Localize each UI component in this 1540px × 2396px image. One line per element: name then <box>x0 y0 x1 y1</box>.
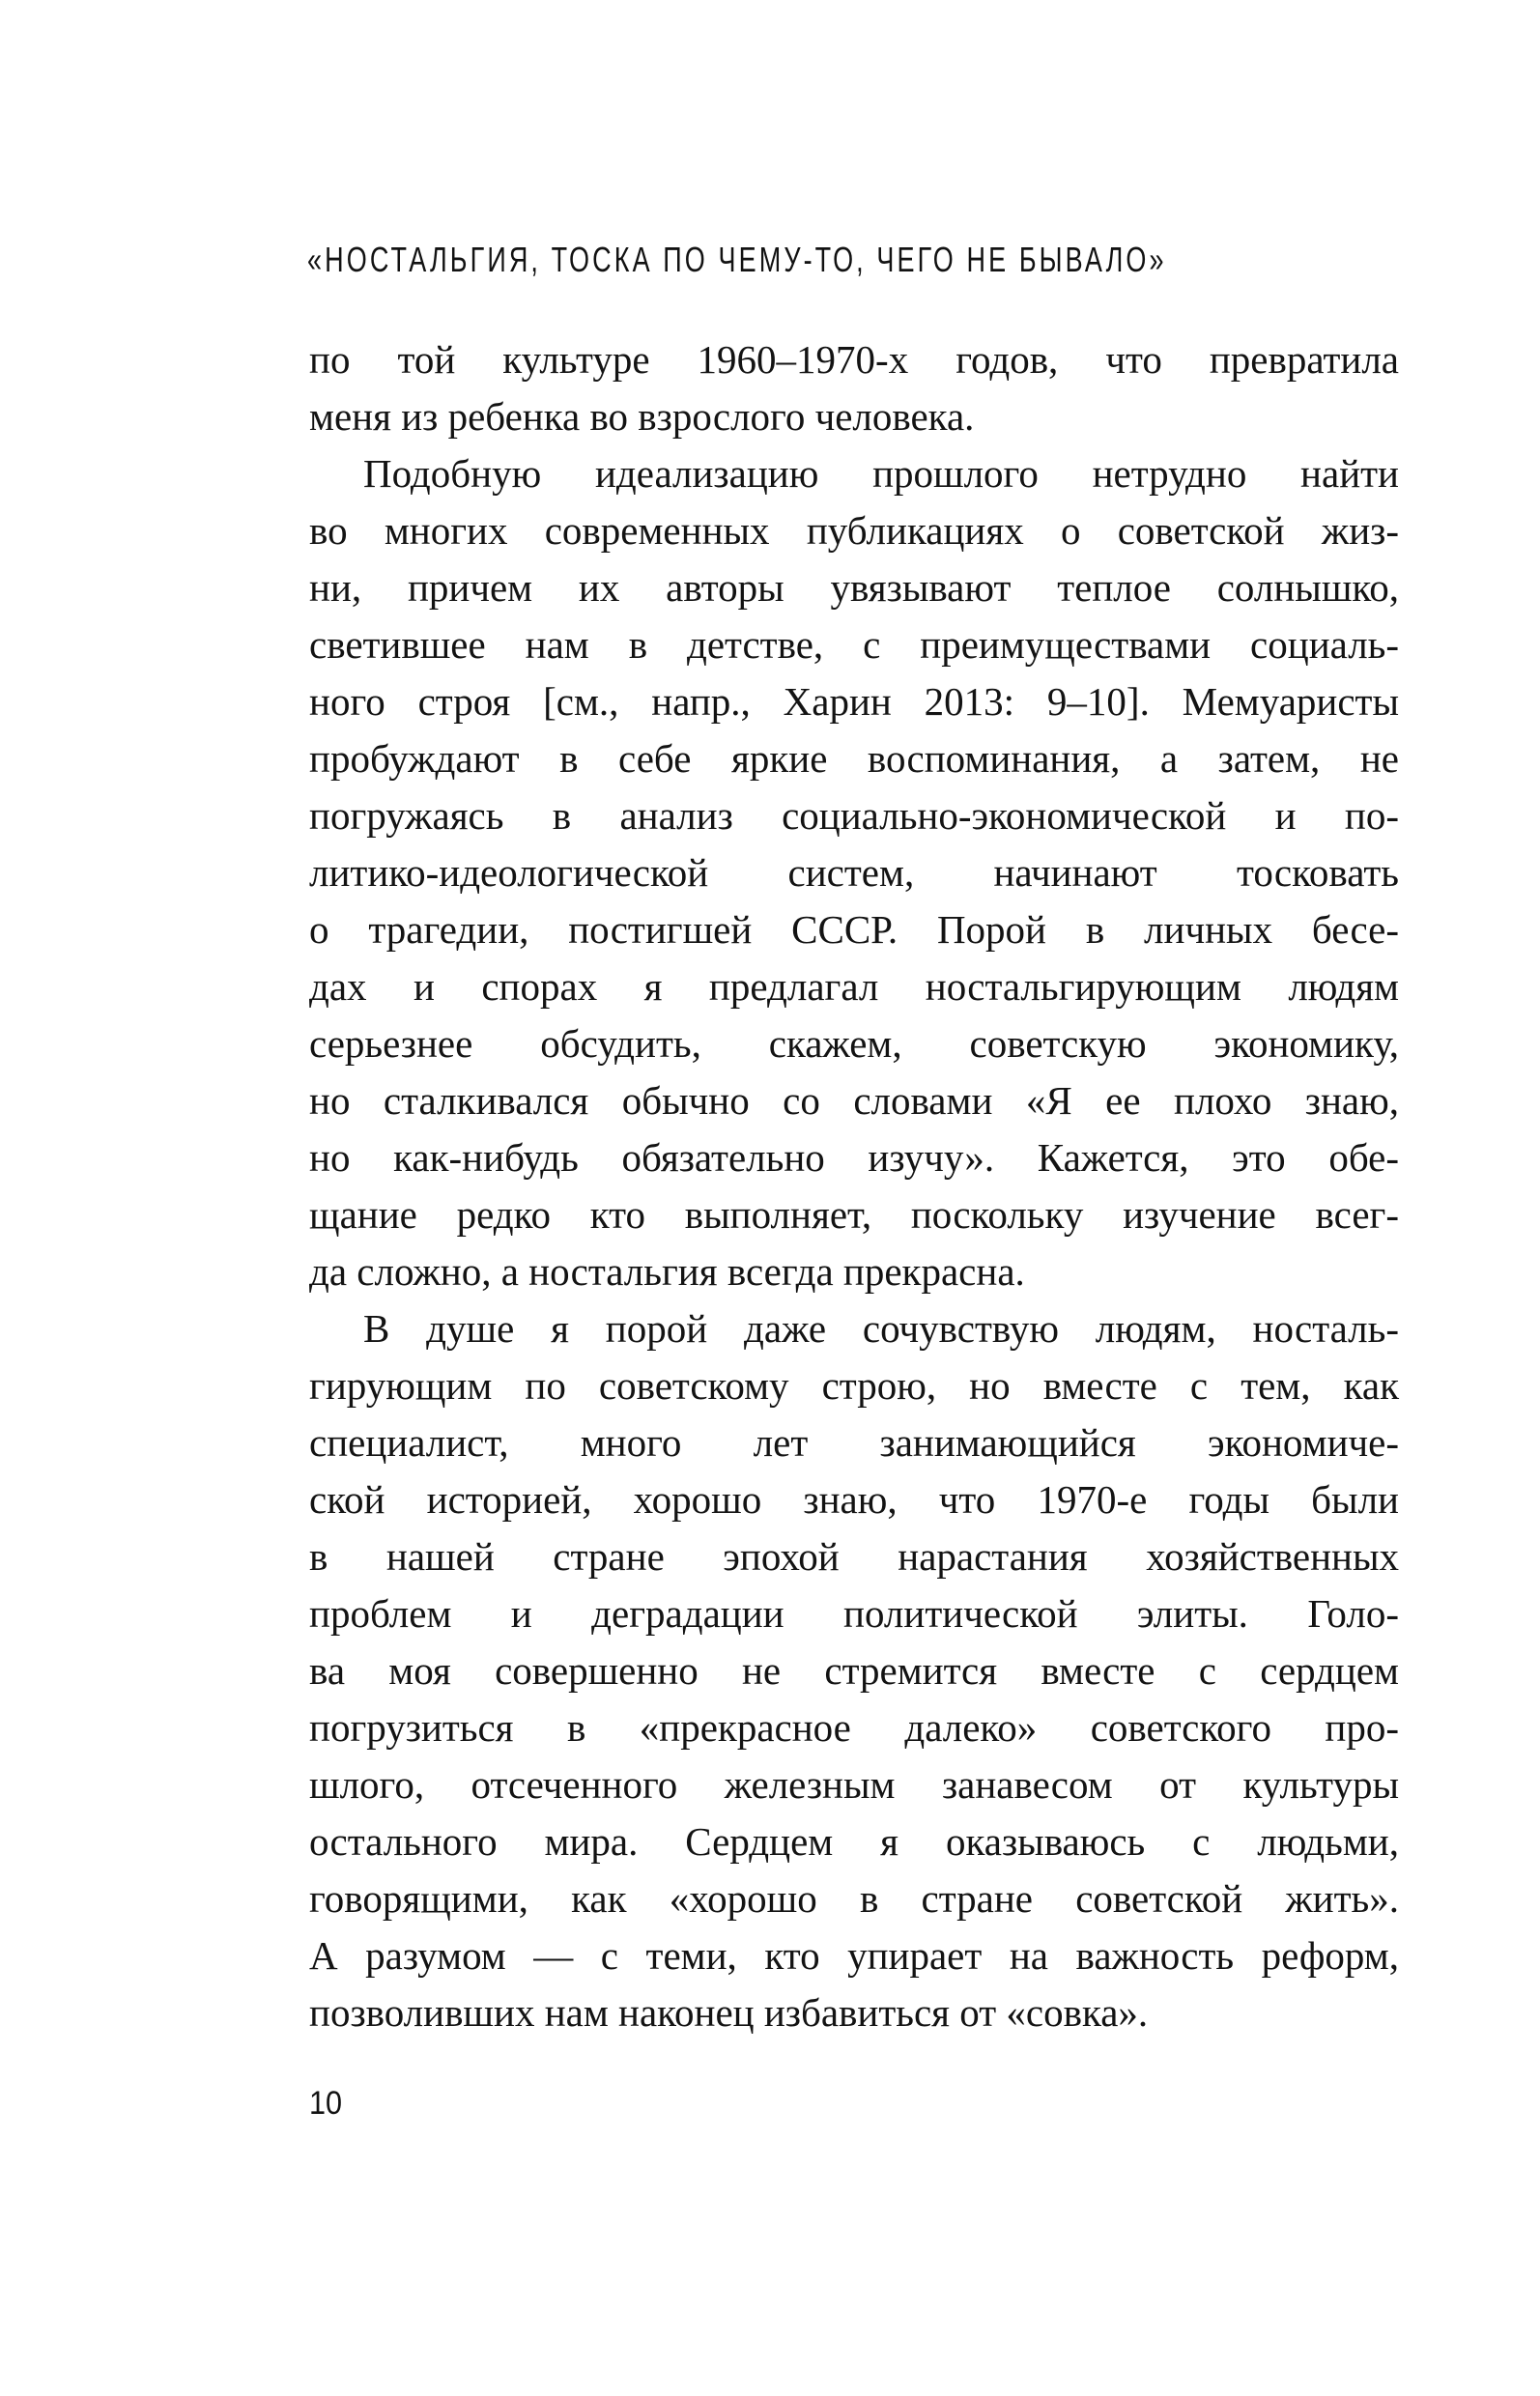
text-line: Подобную идеализацию прошлого нетрудно найти <box>363 451 1399 496</box>
text-line: проблем и деградации политической элиты. Голо- <box>309 1591 1399 1636</box>
text-line: но как-нибудь обязательно изучу». Кажется, это обе- <box>309 1135 1399 1180</box>
text-line: о трагедии, постигшей СССР. Порой в личных бесе- <box>309 907 1399 952</box>
text-line: дах и спорах я предлагал ностальгирующим людям <box>309 964 1399 1009</box>
text-line: светившее нам в детстве, с преимуществами социаль- <box>309 622 1399 667</box>
text-line: но сталкивался обычно со словами «Я ее плохо знаю, <box>309 1078 1399 1123</box>
text-line: погрузиться в «прекрасное далеко» советского про- <box>309 1705 1399 1750</box>
paragraph <box>309 1300 1399 2041</box>
text-line: шлого, отсеченного железным занавесом от культуры <box>309 1762 1399 1807</box>
text-line: ни, причем их авторы увязывают теплое солнышко, <box>309 565 1399 610</box>
text-line: А разумом — с теми, кто упирает на важность реформ, <box>309 1933 1399 1978</box>
paragraph <box>309 331 1399 445</box>
text-line: меня из ребенка во взрослого человека. <box>309 394 975 439</box>
text-line: говорящими, как «хорошо в стране советской жить». <box>309 1876 1399 1921</box>
page-number: 10 <box>309 2085 343 2122</box>
text-line: да сложно, а ностальгия всегда прекрасна. <box>309 1249 1025 1294</box>
paragraph <box>309 445 1399 1300</box>
body-text <box>309 331 1399 2041</box>
text-line: ного строя [см., напр., Харин 2013: 9–10]. Мемуаристы <box>309 679 1399 724</box>
text-line: В душе я порой даже сочувствую людям, носталь- <box>363 1306 1399 1351</box>
text-line: во многих современных публикациях о советской жиз- <box>309 508 1399 553</box>
text-line: щание редко кто выполняет, поскольку изучение всег- <box>309 1192 1399 1237</box>
text-line: ской историей, хорошо знаю, что 1970-е годы были <box>309 1477 1399 1522</box>
text-line: ва моя совершенно не стремится вместе с сердцем <box>309 1648 1399 1693</box>
text-line: позволивших нам наконец избавиться от «совка». <box>309 1990 1149 2035</box>
running-header: «НОСТАЛЬГИЯ, ТОСКА ПО ЧЕМУ-ТО, ЧЕГО НЕ БЫВАЛО» <box>307 240 1167 279</box>
text-line: серьезнее обсудить, скажем, советскую экономику, <box>309 1021 1399 1066</box>
text-line: гирующим по советскому строю, но вместе с тем, как <box>309 1363 1399 1408</box>
text-line: пробуждают в себе яркие воспоминания, а затем, не <box>309 736 1399 781</box>
text-line: по той культуре 1960–1970-х годов, что превратила <box>309 337 1399 382</box>
text-line: специалист, много лет занимающийся экономиче- <box>309 1420 1399 1465</box>
text-line: в нашей стране эпохой нарастания хозяйственных <box>309 1534 1399 1579</box>
text-line: погружаясь в анализ социально-экономической и по- <box>309 793 1399 838</box>
text-line: остального мира. Сердцем я оказываюсь с людьми, <box>309 1819 1399 1864</box>
text-line: литико-идеологической систем, начинают тосковать <box>309 850 1399 895</box>
